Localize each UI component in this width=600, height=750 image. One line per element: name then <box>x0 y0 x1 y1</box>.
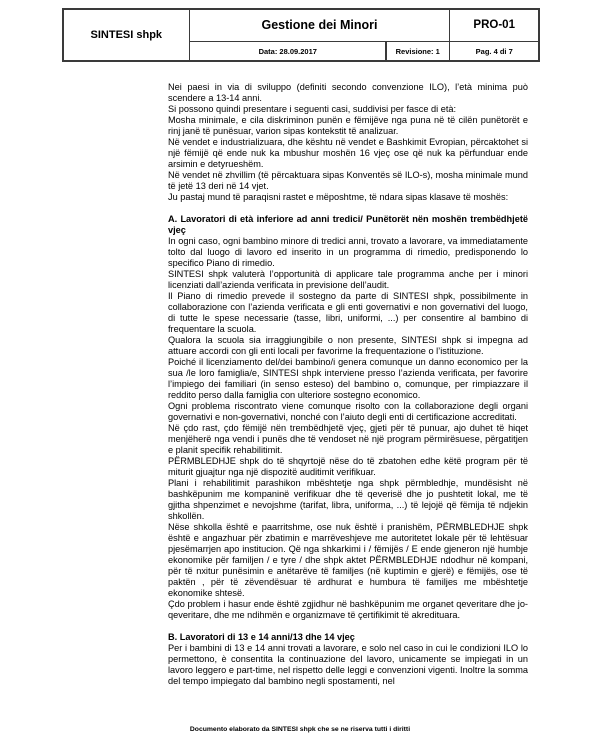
paragraph: Plani i rehabilitimit parashikon mbështetje nga shpk përmbledhje, mundësisht në bashkëpunim me kompaninë verifikuar dhe të qeverisë dhe jo pushtetit lokal, me të gjitha shpenzimet e nevojshme (tarifat, libra, uniforma, ...) të lejojë që fëmija të ndjekin shkollën. <box>168 478 528 521</box>
company-name-cell <box>64 10 189 60</box>
document-code-cell <box>450 10 538 41</box>
section-heading: A. Lavoratori di età inferiore ad anni tredici/ Punëtorët nën moshën trembëdhjetë vjeç <box>168 214 528 235</box>
paragraph: Si possono quindi presentare i seguenti casi, suddivisi per fasce di età: <box>168 104 457 114</box>
document-page-number: Pag. 4 di 7 <box>475 46 513 56</box>
paragraph: Në vendet e industrializuara, dhe kështu në vendet e Bashkimit Evropian, përcaktohet si një fëmijë që ende nuk ka mbushur moshën 16 vjeç ose që nuk ka përfunduar ende arsimin e detyrueshëm. <box>168 137 528 169</box>
paragraph: Çdo problem i hasur ende është zgjidhur në bashkëpunim me organet qeveritare dhe jo-qeveritare, dhe me ndihmën e organizmave të çertifikimit të akredituara. <box>168 599 528 620</box>
document-date: Data: 28.09.2017 <box>258 46 317 56</box>
paragraph: Ju pastaj mund të paraqisni rastet e mëposhtme, të ndara sipas klasave të moshës: <box>168 192 509 202</box>
company-name: SINTESI shpk <box>90 29 163 41</box>
document-body <box>168 82 528 687</box>
paragraph: Poiché il licenziamento del/dei bambino/i genera comunque un danno economico per la sua /le loro famiglia/e, SINTESI shpk interviene presso l’azienda verificata, per favorire l’impiego dei familiari (in senso esteso) del bambino o, comunque, per rimpiazzare il reddito perso dalla famiglia con ulteriore sostegno economico. <box>168 357 528 400</box>
paragraph: Në çdo rast, çdo fëmijë nën trembëdhjetë vjeç, gjeti për të punuar, ajo duhet të hiqet menjëherë nga vendi i punës dhe të vendoset në një program përmirësuese, përgatitjen e planit specifik rehabilitimit. <box>168 423 528 455</box>
document-title-cell <box>190 10 448 41</box>
document-revision-cell <box>387 42 449 60</box>
paragraph: In ogni caso, ogni bambino minore di tredici anni, trovato a lavorare, va immediatamente tolto dal luogo di lavoro ed inserito in un programma di rimedio, predisponendo lo specifico Piano di rimedio. <box>168 236 528 268</box>
paragraph: Qualora la scuola sia irraggiungibile o non presente, SINTESI shpk si impegna ad attuare accordi con gli enti locali per favorirne la frequentazione o l’istituzione. <box>168 335 528 356</box>
paragraph: Nëse shkolla është e paarritshme, ose nuk është i pranishëm, PËRMBLEDHJE shpk është e angazhuar për zbatimin e marrëveshjeve me autoritetet lokale për të lehtësuar pjesëmarrjen apo institucion. Që nga shkarkimi i / fëmijës / E ende gjeneron një humbje ekonomike për familjen / e tyre / dhe shpk aktet PËRMBLEDHJE ndodhur në kompani, për të nxitur punësimin e anëtarëve të familjes (në kuptimin e gjerë) e fëmijës, ose të paktën , për të zëvendësuar të ardhurat e humbura të familjes me mbështetje ekonomike shtesë. <box>168 522 528 598</box>
document-page-number-cell <box>450 42 538 60</box>
document-footer: Documento elaborato da SINTESI shpk che se ne riserva tutti i diritti <box>189 726 411 733</box>
section-heading: B. Lavoratori di 13 e 14 anni/13 dhe 14 vjeç <box>168 632 355 642</box>
document-title: Gestione dei Minori <box>261 18 378 33</box>
paragraph: Il Piano di rimedio prevede il sostegno da parte di SINTESI shpk, possibilmente in collaborazione con l’azienda verificata e gli enti governativi e non governativi del luogo, di tutte le spese necessarie (tasse, libri, uniformi, ...) per consentire al bambino di frequentare la scuola. <box>168 291 528 334</box>
paragraph-spacer <box>168 621 528 632</box>
paragraph: PËRMBLEDHJE shpk do të shqyrtojë nëse do të zbatohen edhe këtë program për të miturit gjuajtur nga një dispozitë auditimit verifikuar. <box>168 456 528 477</box>
paragraph-spacer <box>168 203 528 214</box>
document-code: PRO-01 <box>473 19 515 32</box>
paragraph: Ogni problema riscontrato viene comunque risolto con la collaborazione degli organi governativi e non-governativi, nonché con l’aiuto degli enti di certificazione accreditati. <box>168 401 528 422</box>
document-revision: Revisione: 1 <box>395 46 440 56</box>
paragraph: SINTESI shpk valuterà l’opportunità di applicare tale programma anche per i minori licenziati dall’azienda verificata in previsione dell’audit. <box>168 269 528 290</box>
paragraph: Per i bambini di 13 e 14 anni trovati a lavorare, e solo nel caso in cui le condizioni ILO lo permettono, è consentita la continuazione del lavoro, unicamente se impiegati in un lavoro leggero e part-time, nel rispetto delle leggi e convenzioni vigenti. Inoltre la somma del tempo impiegato dal bambino negli spostamenti, nel <box>168 643 528 686</box>
paragraph: Në vendet në zhvillim (të përcaktuara sipas Konventës së ILO-s), mosha minimale mund të jetë 13 deri në 14 vjet. <box>168 170 528 191</box>
paragraph: Nei paesi in via di sviluppo (definiti secondo convenzione ILO), l’età minima può scendere a 13-14 anni. <box>168 82 528 103</box>
document-header-table <box>62 8 540 62</box>
paragraph: Mosha minimale, e cila diskriminon punën e fëmijëve nga puna në të cilën punëtorët e rinj janë të punësuar, varion sipas kontekstit të analizuar. <box>168 115 528 136</box>
document-date-cell <box>190 42 385 60</box>
